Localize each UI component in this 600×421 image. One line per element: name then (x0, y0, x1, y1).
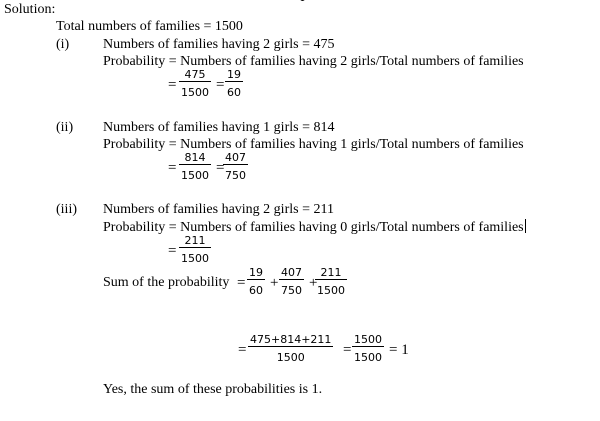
sum-fraction-3-denominator: 1500 (317, 284, 345, 297)
sum-fraction-1-numerator: 19 (249, 266, 263, 279)
sum-fraction-3 (315, 266, 347, 297)
part-i-fraction-1-numerator: 475 (179, 68, 211, 82)
cropped-glyph (300, 0, 306, 2)
part-ii-label: (ii) (56, 120, 74, 135)
sum-final-denominator: 1500 (354, 351, 382, 364)
part-i-fraction-1-denominator: 1500 (181, 86, 209, 99)
part-i-fraction-2 (225, 68, 243, 99)
sum-final-fraction (352, 333, 384, 364)
part-ii-fraction-2 (223, 151, 248, 182)
sum-fraction-3-numerator: 211 (315, 266, 347, 280)
part-iii-fraction-1 (179, 234, 211, 265)
sum-equals-b: = (343, 342, 352, 358)
part-i-equals-2: = (216, 77, 225, 93)
sum-final-numerator: 1500 (354, 333, 382, 346)
sum-fraction-2-denominator: 750 (281, 284, 302, 297)
sum-combined-numerator: 475+814+211 (250, 333, 332, 346)
total-families-line: Total numbers of families = 1500 (56, 19, 243, 34)
part-i-fraction-2-numerator: 19 (227, 68, 241, 81)
part-i-probability-line: Probability = Numbers of families having 2 girls/Total numbers of families (103, 54, 524, 69)
part-ii-fraction-1-denominator: 1500 (181, 169, 209, 182)
sum-plus-1: + (270, 275, 279, 291)
sum-equals: = (237, 275, 246, 291)
part-i-count-line: Numbers of families having 2 girls = 475 (103, 37, 335, 52)
text-cursor (525, 219, 526, 233)
sum-equals-one: = 1 (389, 342, 409, 358)
part-iii-equals-1: = (168, 243, 177, 259)
part-iii-probability-line (103, 219, 526, 236)
sum-combined-fraction (248, 333, 333, 364)
part-i-label: (i) (56, 37, 70, 52)
part-ii-count-line: Numbers of families having 1 girls = 814 (103, 120, 335, 135)
sum-fraction-2-numerator: 407 (281, 266, 302, 279)
part-i-fraction-1 (179, 68, 211, 99)
part-ii-fraction-1-numerator: 814 (179, 151, 211, 165)
solution-heading: Solution: (4, 2, 56, 17)
part-ii-equals-2: = (216, 160, 225, 176)
sum-combined-denominator: 1500 (276, 351, 305, 364)
sum-fraction-1-denominator: 60 (249, 284, 263, 297)
part-ii-equals-1: = (168, 160, 177, 176)
part-ii-fraction-2-numerator: 407 (225, 151, 246, 164)
part-ii-fraction-1 (179, 151, 211, 182)
sum-fraction-2 (279, 266, 304, 297)
conclusion-line: Yes, the sum of these probabilities is 1. (103, 382, 323, 397)
part-iii-fraction-1-denominator: 1500 (181, 252, 209, 265)
sum-plus-2: + (309, 275, 318, 291)
sum-fraction-1 (247, 266, 265, 297)
part-ii-fraction-2-denominator: 750 (225, 169, 246, 182)
part-iii-probability-text: Probability = Numbers of families having 0 girls/Total numbers of families (103, 220, 524, 235)
part-iii-fraction-1-numerator: 211 (179, 234, 211, 248)
sum-label: Sum of the probability (103, 275, 230, 290)
part-iii-label: (iii) (56, 202, 77, 217)
part-iii-count-line: Numbers of families having 2 girls = 211 (103, 202, 334, 217)
sum-equals-a: = (238, 342, 247, 358)
part-ii-probability-line: Probability = Numbers of families having 1 girls/Total numbers of families (103, 137, 524, 152)
part-i-fraction-2-denominator: 60 (227, 86, 241, 99)
part-i-equals-1: = (168, 77, 177, 93)
